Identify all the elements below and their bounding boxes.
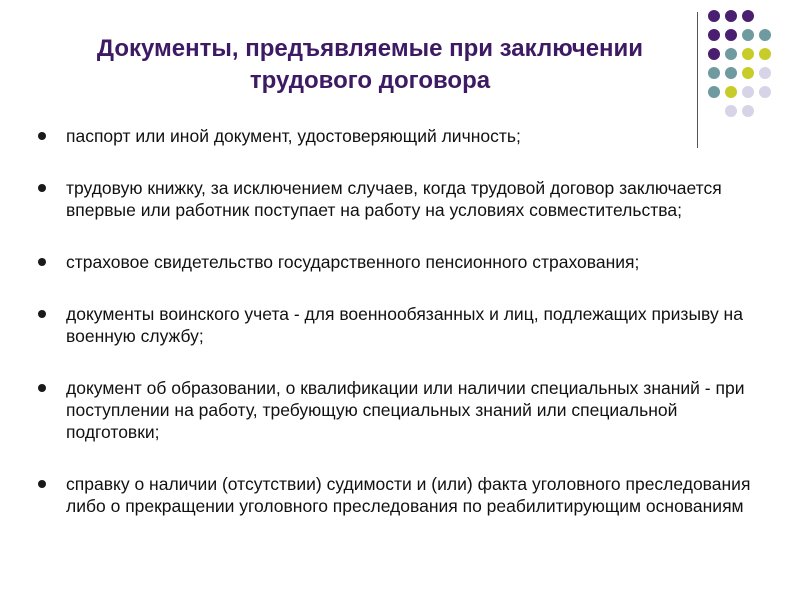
dot-teal: [725, 67, 737, 79]
dot-teal: [725, 48, 737, 60]
dot-yellow: [742, 48, 754, 60]
dot-teal: [708, 67, 720, 79]
slide-title-line-2: трудового договора: [249, 67, 491, 94]
bullet-icon: [38, 480, 46, 488]
dot-purple: [725, 10, 737, 22]
dot-yellow: [759, 48, 771, 60]
slide-title-line-1: Документы, предъявляемые при заключении: [96, 35, 644, 62]
list-item: [36, 377, 766, 443]
slide-title: [30, 33, 710, 97]
list-item-text: документы воинского учета - для военнообязанных и лиц, подлежащих призыву на военную службу;: [66, 304, 743, 346]
bullet-icon: [38, 184, 46, 192]
list-item-text: документ об образовании, о квалификации или наличии специальных знаний - при поступлении на работу, требующую специальных знаний или специальной подготовки;: [66, 378, 745, 442]
dot-purple: [725, 29, 737, 41]
dot-lavender: [725, 105, 737, 117]
dot-purple: [708, 10, 720, 22]
dot-teal: [708, 86, 720, 98]
dot-lavender: [759, 86, 771, 98]
dot-purple: [708, 29, 720, 41]
bullet-icon: [38, 258, 46, 266]
dot-lavender: [759, 67, 771, 79]
dot-purple: [742, 10, 754, 22]
list-item: [36, 125, 766, 147]
dot-teal: [742, 29, 754, 41]
list-item-text: справку о наличии (отсутствии) судимости и (или) факта уголовного преследования либо о прекращении уголовного преследования по реабилитирующим основаниям: [66, 474, 751, 516]
dot-yellow: [742, 67, 754, 79]
bullet-icon: [38, 384, 46, 392]
dot-yellow: [725, 86, 737, 98]
bullet-icon: [38, 310, 46, 318]
list-item: [36, 251, 766, 273]
list-item: [36, 473, 766, 517]
dot-lavender: [742, 105, 754, 117]
list-item-text: паспорт или иной документ, удостоверяющий личность;: [66, 126, 521, 146]
dot-grid-icon: [708, 10, 798, 135]
dot-teal: [759, 29, 771, 41]
dot-lavender: [742, 86, 754, 98]
dot-purple: [708, 48, 720, 60]
list-item-text: страховое свидетельство государственного пенсионного страхования;: [66, 252, 640, 272]
bullet-icon: [38, 132, 46, 140]
list-item: [36, 177, 766, 221]
list-item-text: трудовую книжку, за исключением случаев, когда трудовой договор заключается впервые или работник поступает на работу на условиях совместительства;: [66, 178, 722, 220]
bullet-list: [36, 125, 766, 517]
list-item: [36, 303, 766, 347]
